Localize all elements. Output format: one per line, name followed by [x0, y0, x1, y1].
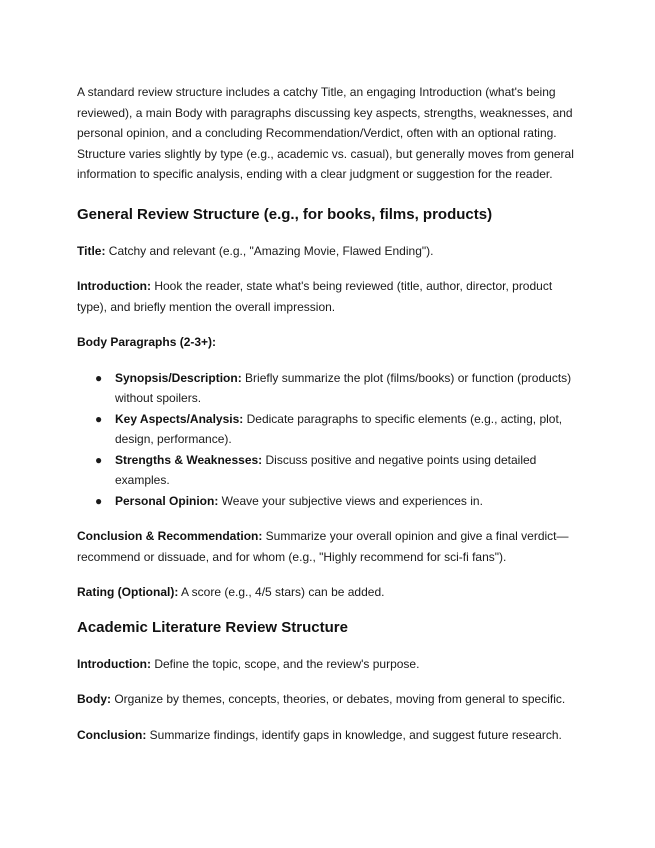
- list-item-key-aspects: [95, 409, 585, 450]
- list-item-label: Strengths & Weaknesses:: [115, 452, 263, 467]
- bullet-icon: ●: [95, 452, 103, 467]
- title-paragraph: [77, 241, 585, 262]
- academic-conclusion-label: Conclusion:: [77, 727, 147, 742]
- list-item-label: Key Aspects/Analysis:: [115, 411, 244, 426]
- general-review-heading: General Review Structure (e.g., for books, films, products): [77, 205, 493, 223]
- body-paragraphs-heading: Body Paragraphs (2-3+):: [77, 335, 217, 349]
- list-item-text: Dedicate paragraphs to specific elements (e.g., acting, plot, design, performance).: [115, 411, 563, 446]
- list-item-strengths-weaknesses: [95, 450, 585, 491]
- list-item-synopsis: [95, 368, 585, 409]
- list-item-personal-opinion: [95, 491, 585, 512]
- bullet-icon: ●: [95, 411, 103, 426]
- bullet-icon: ●: [95, 370, 103, 385]
- list-item-label: Personal Opinion:: [115, 493, 219, 508]
- introduction-text: Hook the reader, state what's being reviewed (title, author, director, product type), and briefly mention the overall impression.: [77, 279, 553, 314]
- body-items-list: [77, 368, 585, 512]
- academic-introduction-paragraph: [77, 654, 585, 675]
- academic-introduction-label: Introduction:: [77, 656, 151, 671]
- academic-conclusion-text: Summarize findings, identify gaps in knowledge, and suggest future research.: [146, 727, 562, 742]
- list-item-text: Briefly summarize the plot (films/books) or function (products) without spoilers.: [115, 370, 572, 405]
- conclusion-label: Conclusion & Recommendation:: [77, 529, 263, 543]
- intro-paragraph: A standard review structure includes a catchy Title, an engaging Introduction (what's being reviewed), a main Body with paragraphs discussing key aspects, strengths, weaknesses, and personal opinion, and a concluding Recommendation/Verdict, often with an optional rating. Structure varies slightly by type (e.g., academic vs. casual), but generally moves from general information to specific analysis, ending with a clear judgment or suggestion for the reader.: [77, 85, 574, 181]
- academic-introduction-text: Define the topic, scope, and the review's purpose.: [150, 656, 420, 671]
- list-item-text: Discuss positive and negative points using detailed examples.: [115, 452, 537, 487]
- rating-text: A score (e.g., 4/5 stars) can be added.: [178, 585, 385, 599]
- title-text: Catchy and relevant (e.g., "Amazing Movie, Flawed Ending").: [105, 243, 434, 258]
- title-label: Title:: [77, 243, 106, 258]
- list-item-label: Synopsis/Description:: [115, 370, 242, 385]
- rating-paragraph: [77, 582, 585, 603]
- academic-review-heading: Academic Literature Review Structure: [77, 618, 348, 636]
- academic-conclusion-paragraph: [77, 725, 585, 746]
- conclusion-text: Summarize your overall opinion and give a final verdict—recommend or dissuade, and for whom (e.g., "Highly recommend for sci-fi fans").: [77, 529, 569, 564]
- bullet-icon: ●: [95, 493, 103, 508]
- academic-body-label: Body:: [77, 692, 111, 706]
- introduction-label: Introduction:: [77, 279, 151, 293]
- rating-label: Rating (Optional):: [77, 585, 179, 599]
- list-item-text: Weave your subjective views and experiences in.: [218, 493, 483, 508]
- academic-body-paragraph: [77, 689, 585, 710]
- academic-body-text: Organize by themes, concepts, theories, or debates, moving from general to specific.: [111, 692, 566, 706]
- conclusion-paragraph: [77, 526, 585, 567]
- introduction-paragraph: [77, 276, 585, 317]
